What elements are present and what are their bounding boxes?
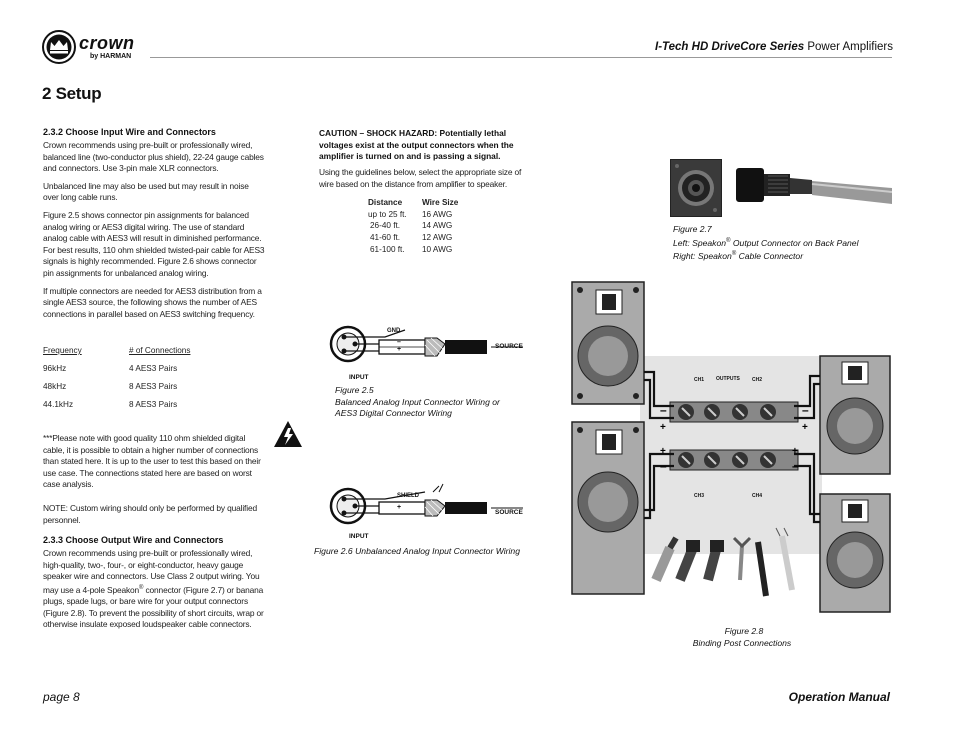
svg-text:+: + bbox=[792, 446, 798, 457]
svg-text:–: – bbox=[660, 403, 667, 417]
section-heading-input: 2.3.2 Choose Input Wire and Connectors bbox=[43, 127, 216, 137]
page-title: 2 Setup bbox=[42, 84, 102, 103]
table-row bbox=[368, 243, 458, 255]
table-header: Frequency bbox=[43, 346, 82, 355]
svg-text:–: – bbox=[792, 459, 799, 473]
series-name: I-Tech HD DriveCore Series bbox=[655, 41, 805, 53]
section-heading-output: 2.3.3 Choose Output Wire and Connectors bbox=[43, 535, 224, 545]
paragraph-part: Crown recommends using pre-built or professionally wired, high-quality, two-, four-, or eight-conductor, heavy gauge speaker wire and connectors. Use Class 2 output wiring. You may use a 4-pole Speakon bbox=[43, 548, 260, 595]
binding-post-diagram bbox=[570, 280, 892, 620]
input-label: INPUT bbox=[349, 533, 369, 540]
binding-posts-top bbox=[670, 402, 798, 422]
source-label: SOURCE bbox=[495, 509, 523, 516]
input-label: INPUT bbox=[349, 374, 369, 381]
table-cell: 16 AWG bbox=[422, 209, 453, 219]
registered-mark: ® bbox=[731, 250, 737, 257]
logo-word: crown bbox=[79, 33, 135, 53]
plus-label: + bbox=[397, 346, 402, 353]
table-row bbox=[43, 364, 193, 382]
note-paragraph: NOTE: Custom wiring should only be performed by qualified personnel. bbox=[43, 503, 257, 525]
speaker-top-right bbox=[820, 356, 890, 474]
figure-2-5-caption bbox=[335, 385, 535, 420]
table-header: Distance bbox=[368, 198, 403, 208]
ch1-label: CH1 bbox=[694, 377, 705, 383]
table-row bbox=[368, 232, 458, 244]
caption-line bbox=[673, 249, 883, 262]
manual-title: Operation Manual bbox=[788, 690, 890, 704]
table-cell: 8 AES3 Pairs bbox=[129, 382, 178, 391]
table-row bbox=[368, 220, 458, 232]
caption-line: Figure 2.5 bbox=[335, 385, 374, 395]
table-cell: 48kHz bbox=[43, 382, 67, 391]
table-header-row bbox=[368, 197, 458, 209]
caption-line: Balanced Analog Input Connector Wiring or bbox=[335, 396, 500, 407]
svg-text:–: – bbox=[802, 403, 809, 417]
paragraph: Figure 2.5 shows connector pin assignments for balanced analog wiring or AES3 digital wiring. The use of standard analog cable with AES3 will result in diminished performance. For best results, 110 ohm shielded twisted-pair cable for AES3 signals is highly recommended. Figure 2.6 shows connector pin assignments for unbalanced analog wiring. bbox=[43, 209, 265, 278]
series-tail: Power Amplifiers bbox=[804, 41, 893, 53]
table-header: # of Connections bbox=[129, 346, 191, 355]
svg-text:–: – bbox=[660, 459, 667, 473]
logo-sub: by HARMAN bbox=[90, 53, 132, 60]
plus-label: + bbox=[397, 504, 402, 511]
figure-2-6-caption: Figure 2.6 Unbalanced Analog Input Connector Wiring bbox=[314, 546, 520, 556]
caption-part: Output Connector on Back Panel bbox=[730, 237, 859, 248]
figure-2-7-caption bbox=[673, 224, 883, 262]
table-cell: 12 AWG bbox=[422, 233, 453, 243]
table-cell: up to 25 ft. bbox=[368, 209, 407, 219]
table-row bbox=[43, 400, 193, 418]
speaker-bottom-left bbox=[572, 422, 644, 594]
minus-label: – bbox=[397, 339, 401, 346]
figure-2-6 bbox=[325, 480, 535, 546]
figure-2-5 bbox=[325, 318, 535, 386]
wire-guide-text: Using the guidelines below, select the appropriate size of wire based on the distance from amplifier to speaker. bbox=[319, 167, 522, 189]
shock-hazard-icon bbox=[273, 420, 303, 448]
wire-size-table bbox=[368, 197, 458, 255]
table-cell: 96kHz bbox=[43, 364, 67, 373]
shield-label: SHIELD bbox=[397, 493, 420, 499]
paragraph: Unbalanced line may also be used but may result in noise over long cable runs. bbox=[43, 180, 249, 203]
caption-part: Left: Speakon bbox=[673, 237, 727, 248]
speaker-top-left bbox=[572, 282, 644, 404]
caption-line bbox=[673, 236, 883, 249]
table-cell: 14 AWG bbox=[422, 221, 453, 231]
paragraph-part: connector (Figure 2.7) or banana plugs, spade lugs, or bare wire for your output connectors (Figure 2.8). To prevent the possibility of short circuits, wrap or otherwise insulate exposed loudspeaker cable connectors. bbox=[43, 584, 264, 630]
paragraph bbox=[43, 548, 265, 631]
table-cell: 4 AES3 Pairs bbox=[129, 364, 178, 373]
ch3-label: CH3 bbox=[694, 493, 705, 499]
speakon-cable-photo bbox=[732, 164, 892, 209]
table-row bbox=[43, 382, 193, 400]
table-cell: 26-40 ft. bbox=[370, 221, 401, 231]
left-column bbox=[43, 127, 265, 320]
paragraph: If multiple connectors are needed for AES3 distribution from a single AES3 source, the following shows the number of AES connections in parallel based on AES3 switching frequency. bbox=[43, 285, 262, 319]
gnd-label: GND bbox=[387, 328, 401, 334]
aes3-table bbox=[43, 346, 193, 418]
header-series-title bbox=[655, 41, 893, 53]
table-cell: 44.1kHz bbox=[43, 400, 74, 409]
outputs-label: OUTPUTS bbox=[716, 376, 740, 382]
note-paragraph: ***Please note with good quality 110 ohm shielded digital cable, it is possible to obtain a higher number of connections than stated here. It is up to the user to test this based on their use case. The connections stated here are based on worst case analysis. bbox=[43, 433, 261, 490]
ch2-label: CH2 bbox=[752, 377, 763, 383]
figure-2-8-caption bbox=[684, 626, 804, 649]
page-number: page 8 bbox=[43, 690, 80, 704]
ch4-label: CH4 bbox=[752, 493, 763, 499]
crown-logo bbox=[42, 30, 162, 64]
speaker-bottom-right bbox=[820, 494, 890, 612]
caution-text: CAUTION – SHOCK HAZARD: Potentially lethal voltages exist at the output connectors when the amplifier is turned on and is passing a signal. bbox=[319, 128, 514, 162]
table-header-row bbox=[43, 346, 193, 364]
paragraph: Crown recommends using pre-built or professionally wired, balanced line (two-conductor plus shield), 22-24 gauge cables and connectors. Use 3-pin male XLR connectors. bbox=[43, 140, 264, 174]
registered-mark: ® bbox=[726, 237, 731, 244]
svg-text:+: + bbox=[660, 422, 666, 433]
caption-line: Binding Post Connections bbox=[692, 637, 792, 648]
caption-line: AES3 Digital Connector Wiring bbox=[335, 408, 452, 418]
registered-mark: ® bbox=[139, 584, 144, 591]
binding-posts-bottom bbox=[670, 450, 798, 470]
caption-part: Cable Connector bbox=[736, 250, 804, 261]
table-header: Wire Size bbox=[422, 198, 459, 208]
speakon-panel-photo bbox=[670, 159, 722, 217]
left-column-output bbox=[43, 535, 265, 631]
caption-line: Figure 2.7 bbox=[673, 224, 712, 234]
figure-2-8 bbox=[570, 280, 892, 620]
caption-part: Right: Speakon bbox=[673, 250, 732, 261]
table-cell: 61-100 ft. bbox=[370, 244, 405, 254]
caption-line: Figure 2.8 bbox=[724, 626, 764, 636]
table-cell: 10 AWG bbox=[422, 244, 453, 254]
table-cell: 8 AES3 Pairs bbox=[129, 400, 178, 409]
svg-text:+: + bbox=[660, 446, 666, 457]
header-rule bbox=[150, 57, 892, 58]
table-cell: 41-60 ft. bbox=[370, 233, 401, 243]
source-label: SOURCE bbox=[495, 343, 523, 350]
table-row bbox=[368, 209, 458, 221]
svg-text:+: + bbox=[802, 422, 808, 433]
